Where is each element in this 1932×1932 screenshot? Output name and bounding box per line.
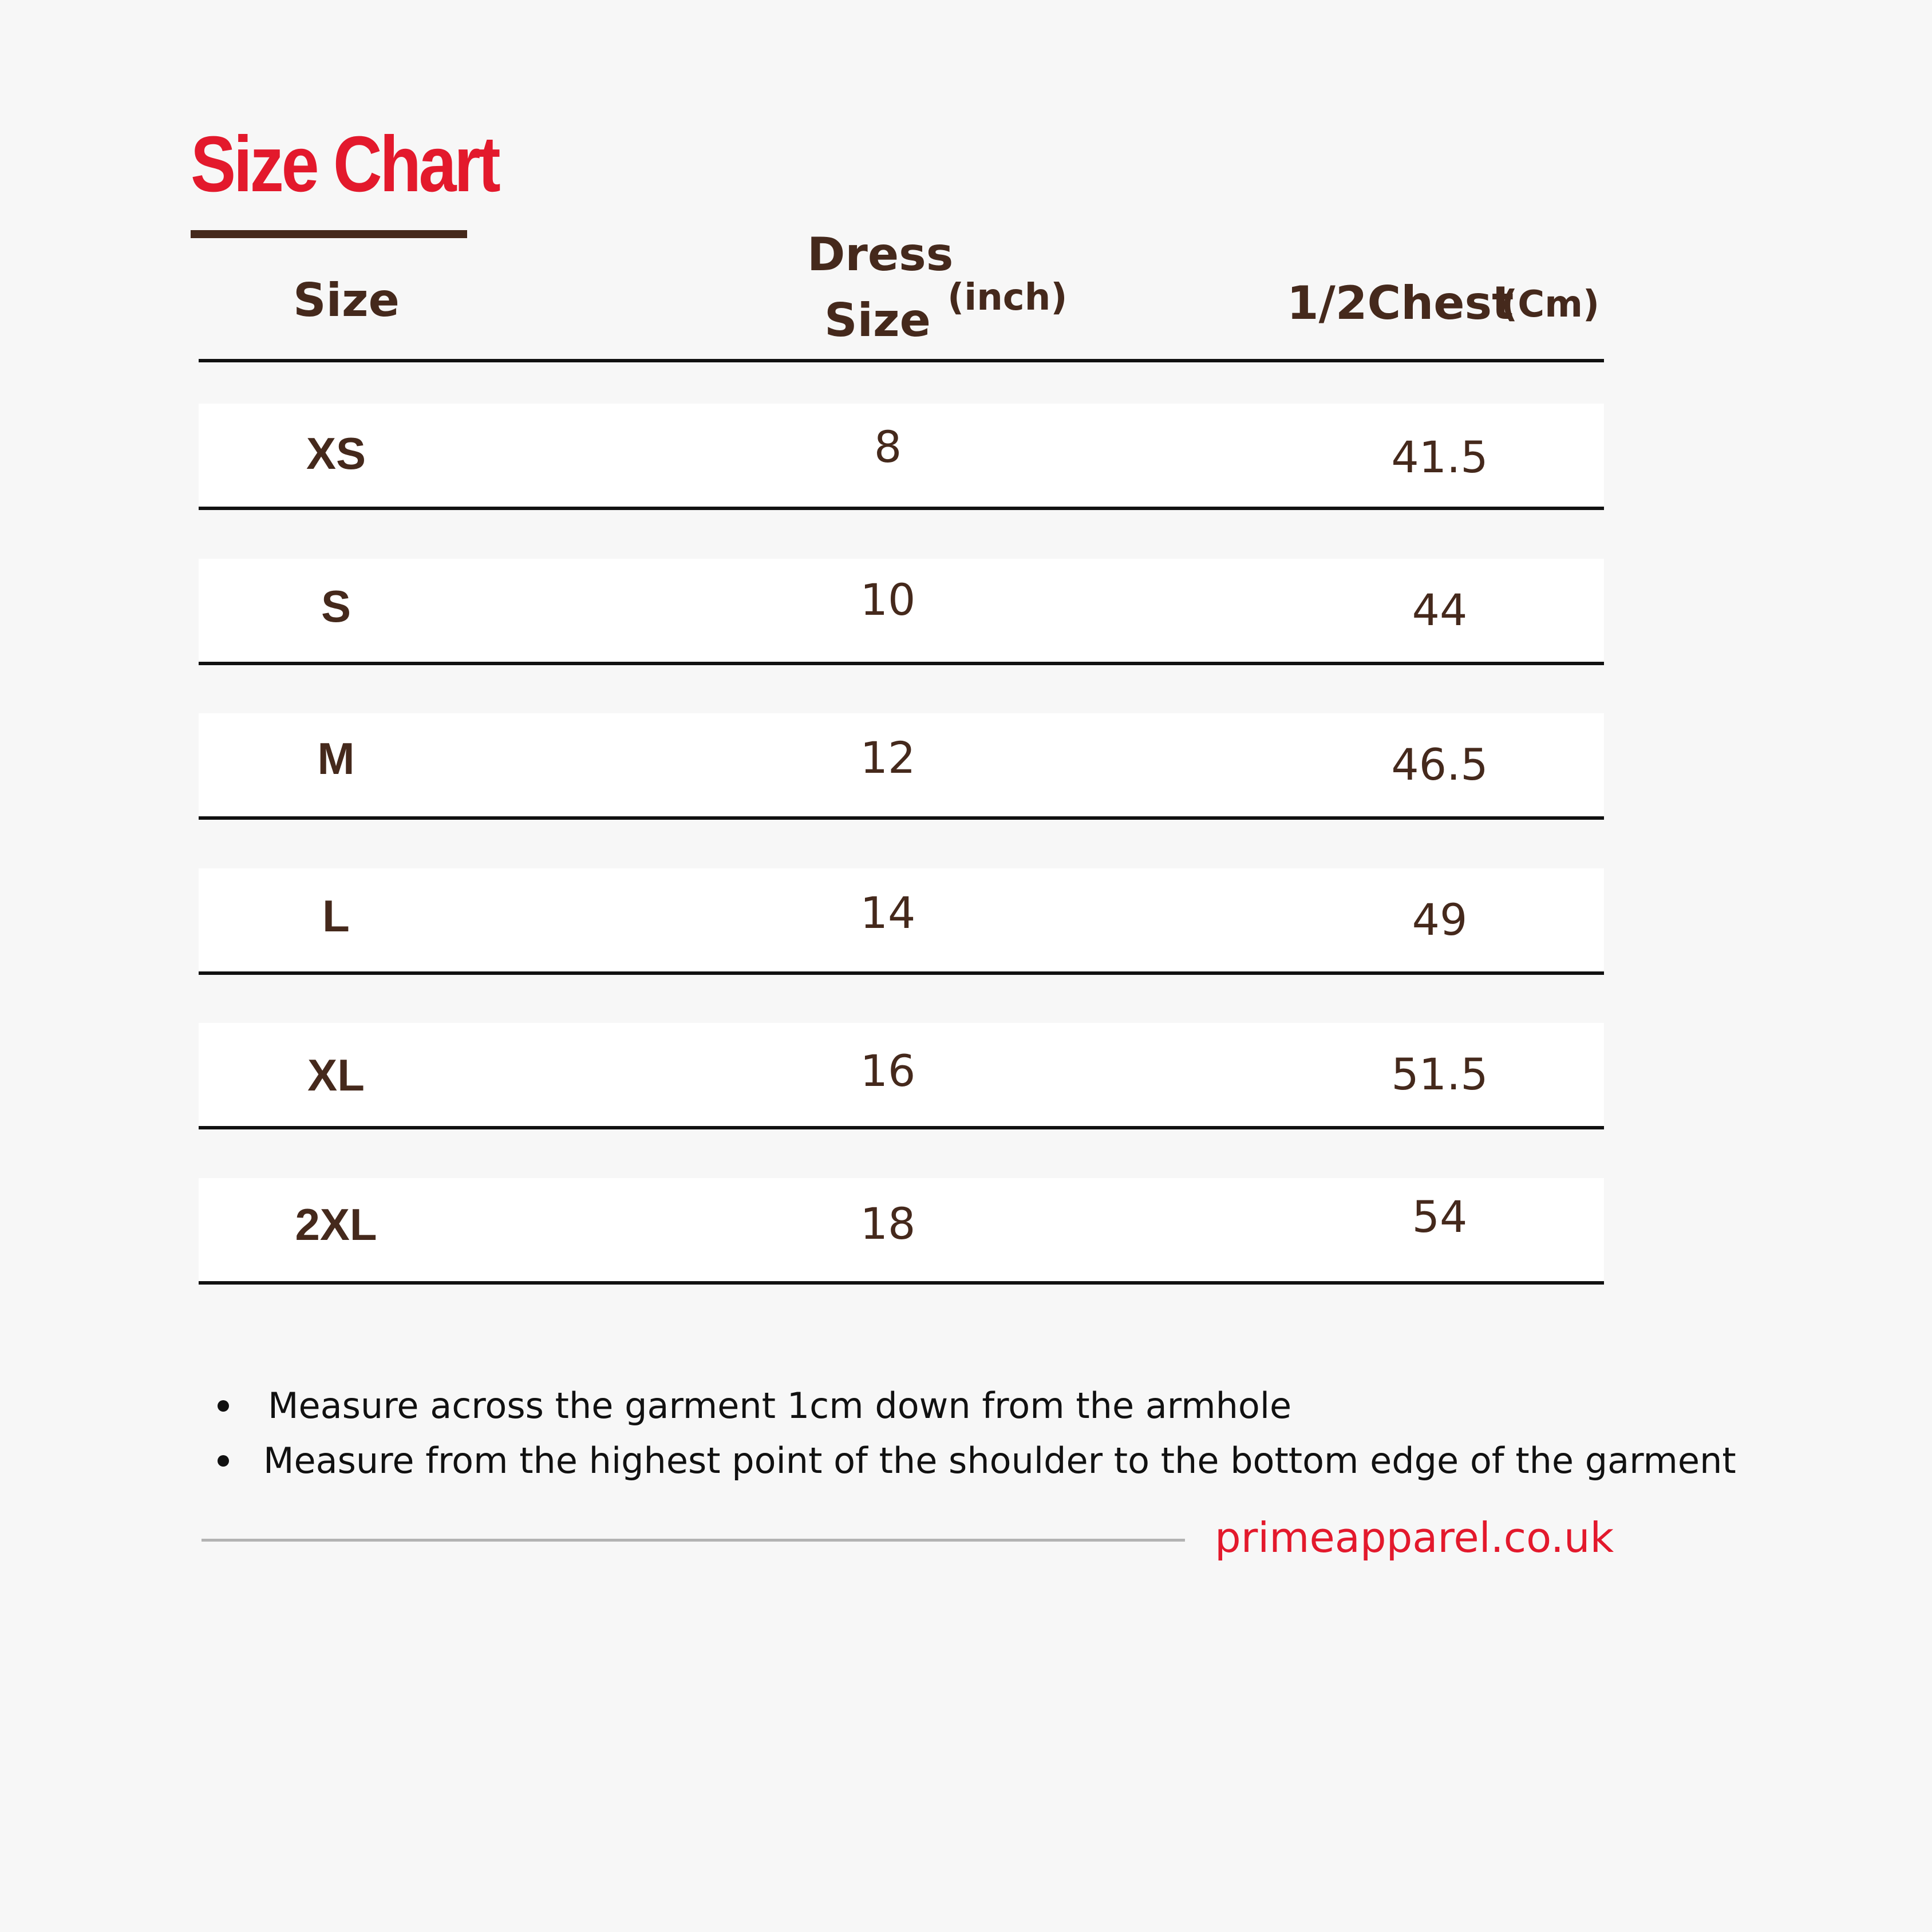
website-url: primeapparel.co.uk <box>1215 1514 1614 1562</box>
table-row <box>199 1023 1604 1129</box>
note-text: Measure across the garment 1cm down from the armhole <box>268 1385 1292 1427</box>
cell-size: XL <box>307 1050 365 1100</box>
cell-half-chest: 51.5 <box>1391 1049 1488 1100</box>
column-header-dress-line2: Size <box>824 294 931 347</box>
column-header-chest: 1/2Chest <box>1287 276 1514 330</box>
cell-size: L <box>322 891 350 941</box>
cell-half-chest: 46.5 <box>1391 739 1488 790</box>
footer-divider <box>202 1539 1185 1542</box>
column-header-size: Size <box>293 274 400 327</box>
bullet-icon <box>218 1400 229 1412</box>
title-underline <box>191 230 467 238</box>
table-row <box>199 868 1604 975</box>
column-header-chest-unit: (Cm) <box>1501 283 1600 326</box>
cell-dress-size: 14 <box>860 887 916 938</box>
table-row <box>199 713 1604 820</box>
page-title: Size Chart <box>191 120 499 208</box>
table-row <box>199 404 1604 510</box>
note-text: Measure from the highest point of the shoulder to the bottom edge of the garment <box>263 1440 1736 1481</box>
cell-size: M <box>317 733 355 784</box>
header-divider <box>199 359 1604 362</box>
cell-dress-size: 16 <box>860 1045 916 1096</box>
cell-half-chest: 49 <box>1412 894 1468 945</box>
cell-half-chest: 41.5 <box>1391 432 1488 483</box>
cell-size: S <box>321 581 351 631</box>
column-header-dress-line1: Dress <box>807 228 954 281</box>
cell-size: 2XL <box>295 1199 377 1250</box>
cell-dress-size: 10 <box>860 574 916 625</box>
cell-dress-size: 12 <box>860 732 916 783</box>
table-row <box>199 559 1604 665</box>
cell-half-chest: 54 <box>1412 1191 1468 1242</box>
column-header-dress-unit: (inch) <box>947 276 1068 319</box>
bullet-icon <box>218 1455 229 1467</box>
cell-size: XS <box>306 428 366 479</box>
cell-half-chest: 44 <box>1412 584 1468 635</box>
cell-dress-size: 18 <box>860 1198 916 1249</box>
cell-dress-size: 8 <box>874 421 902 472</box>
table-row <box>199 1178 1604 1285</box>
